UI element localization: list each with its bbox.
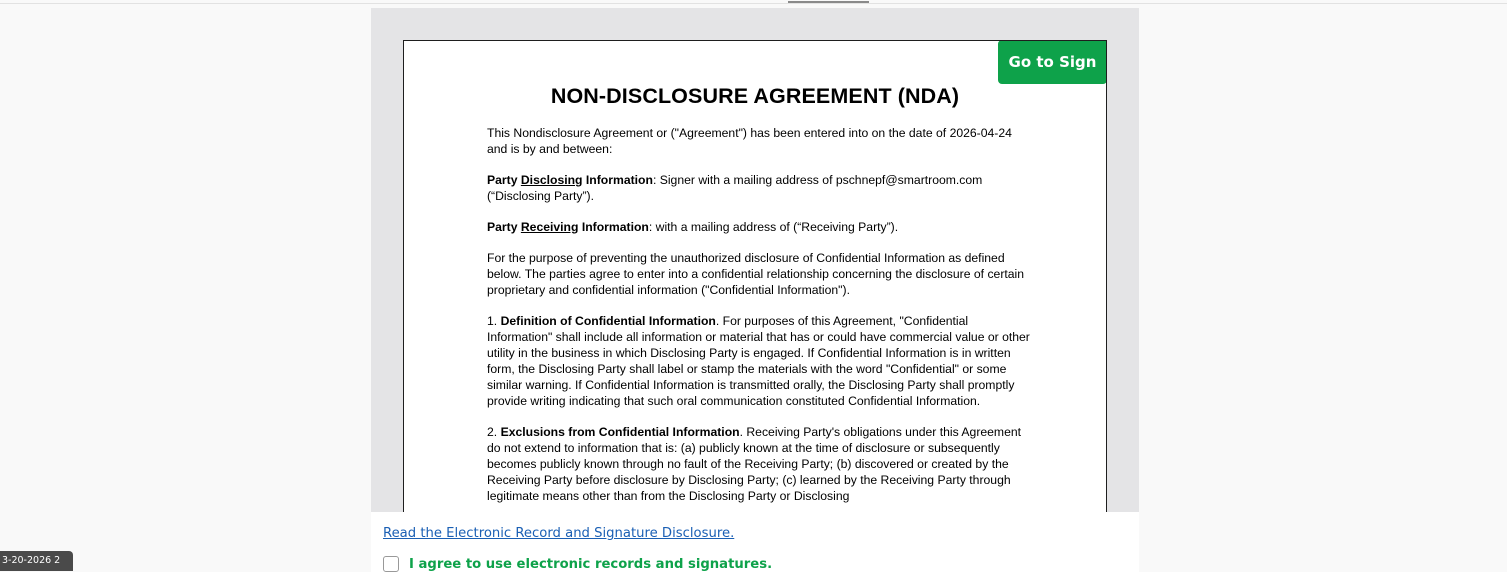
purpose-paragraph: For the purpose of preventing the unauthorized disclosure of Confidential Information as defined below. The parties agree to enter into a confidential relationship concerning the disclosure of certain proprietary and confidential information ("Confidential Information").: [487, 251, 1025, 297]
agree-checkbox[interactable]: [383, 556, 399, 572]
section-number: 1.: [487, 314, 501, 328]
consent-panel: [371, 512, 1139, 572]
party-receiving-paragraph: [487, 219, 1032, 235]
section-1-paragraph: [487, 313, 1032, 409]
label-underlined: Receiving: [520, 220, 579, 234]
party-disclosing-label: [487, 173, 653, 187]
party-receiving-label: [487, 220, 649, 234]
party-disclosing-text: : Signer with a mailing address of pschnepf@smartroom.com (“Disclosing Party”).: [487, 173, 983, 203]
agree-row[interactable]: [383, 556, 772, 572]
label-suffix: Information: [578, 220, 649, 234]
document-body: [487, 125, 1032, 512]
section-heading: Definition of Confidential Information: [500, 314, 716, 328]
party-receiving-text: : with a mailing address of (“Receiving Party”).: [648, 220, 899, 234]
section-2-paragraph: [487, 424, 1032, 504]
party-disclosing-paragraph: [487, 172, 1032, 204]
document-title: NON-DISCLOSURE AGREEMENT (NDA): [550, 84, 960, 108]
go-to-sign-button[interactable]: Go to Sign: [998, 40, 1107, 84]
label-suffix: Information: [582, 173, 653, 187]
section-heading: Exclusions from Confidential Information: [500, 425, 740, 439]
document-page: [403, 40, 1107, 512]
label-underlined: Disclosing: [520, 173, 583, 187]
date-tooltip: 3-20-2026 2: [0, 551, 73, 571]
label-prefix: Party: [487, 173, 521, 187]
section-number: 2.: [487, 425, 501, 439]
intro-paragraph: This Nondisclosure Agreement or ("Agreement") has been entered into on the date of 2026-04-24 and is by and between:: [487, 126, 1012, 156]
disclosure-link[interactable]: Read the Electronic Record and Signature Disclosure.: [383, 526, 735, 541]
tab-indicator: [788, 1, 869, 3]
section-text: . For purposes of this Agreement, "Confidential Information" shall include all information or material that has or could have commercial value or other utility in the business in which Disclosing Party is engaged. If Confidential Information is in written form, the Disclosing Party shall label or stamp the materials with the word "Confidential" or some similar warning. If Confidential Information is transmitted orally, the Disclosing Party shall promptly provide writing indicating that such oral communication constituted Confidential Information.: [487, 314, 1030, 408]
document-viewer[interactable]: [371, 8, 1139, 512]
agree-label[interactable]: I agree to use electronic records and signatures.: [409, 556, 773, 572]
section-text: . Receiving Party's obligations under this Agreement do not extend to information that is: (a) publicly known at the time of disclosure or subsequently becomes publicly known through no fault of the Receiving Party; (b) discovered or created by the Receiving Party before disclosure by Disclosing Party; (c) learned by the Receiving Party through legitimate means other than from the Disclosing Party or Disclosing: [487, 425, 1022, 503]
label-prefix: Party: [487, 220, 521, 234]
top-divider: [0, 3, 1507, 4]
